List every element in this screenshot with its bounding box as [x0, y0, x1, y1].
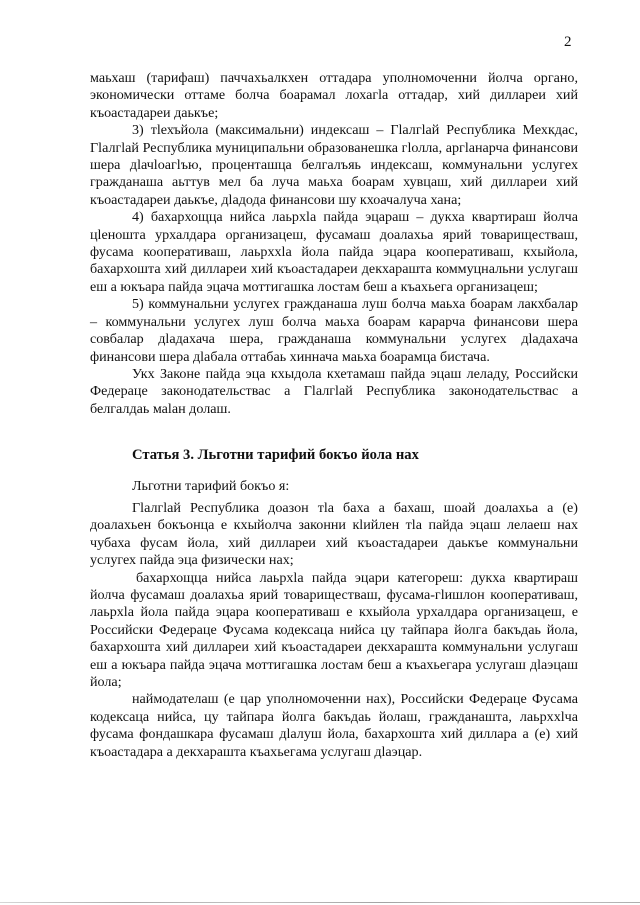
article-3-intro: Льготни тарифий бокъо я:: [132, 477, 290, 494]
article-3-heading: Статья 3. Льготни тарифий бокъо йола нах: [132, 447, 419, 464]
paragraph-item-3: 3) тlехъйола (максимальни) индексаш – Гlалгlай Республика Мехкдас, Гlалгlай Республика муниципальни образованешка гlолла, аргlанарча финансови шера дlачlоагlъю, проценташца белгалъяь индексаш, коммунальни услугех гражданаша аьттув мел ба луча маьха боарам хувцаш, хий диллареи хий къоастадареи даькъе, дlадода финансови шу кхоачалуча хана;: [90, 122, 578, 208]
paragraph-continued: маьхаш (тарифаш) паччахьалкхен оттадара уполномоченни йолча органо, экономически оттаме болча боарамал лохагlа оттадар, хий диллареи хий къоастадареи даькъе;: [90, 70, 578, 121]
article-3-item-individuals: Гlалгlай Республика доазон тlа баха а бахаш, шоай доалахьа а (е) доалахьен бокъонца е кхыйолча законни кlийлен тlа пайда эцаш лелаеш нах чубаха фусам йола, хий диллареи хий къоастадареи даькъе коммунальни услугех пайда эца физически нах;: [90, 499, 578, 569]
article-3-item-consumers: бахархощца нийса лаьрхlа пайда эцари категореш: дукха квартираш йолча фусамаш доалахьа ярий товариществаш, фусама-гlишлон кооперативаш, лаьрхlа йола пайда эцара кооперативаш е кхыйола урхалдара организацеш, е Российски Федераце Фусама кодексаца нийса цу тайпара йолга бакъдаь йола, бахархошта хий диллареи хий къоастадареи декхараштa коммунальни услугаш еш а юкъара пайда эцача моттигашка лостам беш а къахьегара услугаш дlаэцаш йола;: [90, 569, 578, 690]
page-number: 2: [564, 34, 572, 50]
paragraph-law-terms: Укх Законе пайда эца кхыдола кхетамаш пайда эцаш леладу, Российски Федераце законодательствас а Гlалгlай Республика законодательствас а белгалдаь маlан долаш.: [90, 365, 578, 417]
scan-edge-line: [0, 902, 640, 903]
document-body: [90, 70, 578, 761]
article-3-item-landlords: наймодателаш (е цар уполномоченни нах), Российски Федераце Фусама кодексаца нийса, цу тайпара йолга бакъдаь йолаш, гражданашта, лаьрххlча фусама фондашкара фусамаш дlалуш йола, бахархошта хий диллара а (е) хий къоастадара а декхараштa къахьегама услугаш дlаэцар.: [90, 691, 578, 760]
paragraph-item-5: 5) коммунальни услугех гражданаша луш болча маьха боарам лакхбалар – коммунальни услугех луш болча маьха боарам карарча финансови шера совбалар дlадахача шера, гражданаша коммунальни услугех дlадахача финансови шера дlабала оттабаь хиннача маьха боарамца бистача.: [90, 296, 578, 365]
paragraph-item-4: 4) бахархощца нийса лаьрхlа пайда эцараш – дукха квартираш йолча цlеношта урхалдара организацеш, фусамаш доалахьа ярий товариществаш, фусама кооперативаш, лаьрххlа йола пайда эцара кооперативаш, кхыйола, бахархошта хий диллареи хий къоастадареи декхараштa коммуцнальни услугаш еш а юкъара пайда эцача моттигашка лостам беш а къахьега организацеш;: [90, 209, 578, 295]
